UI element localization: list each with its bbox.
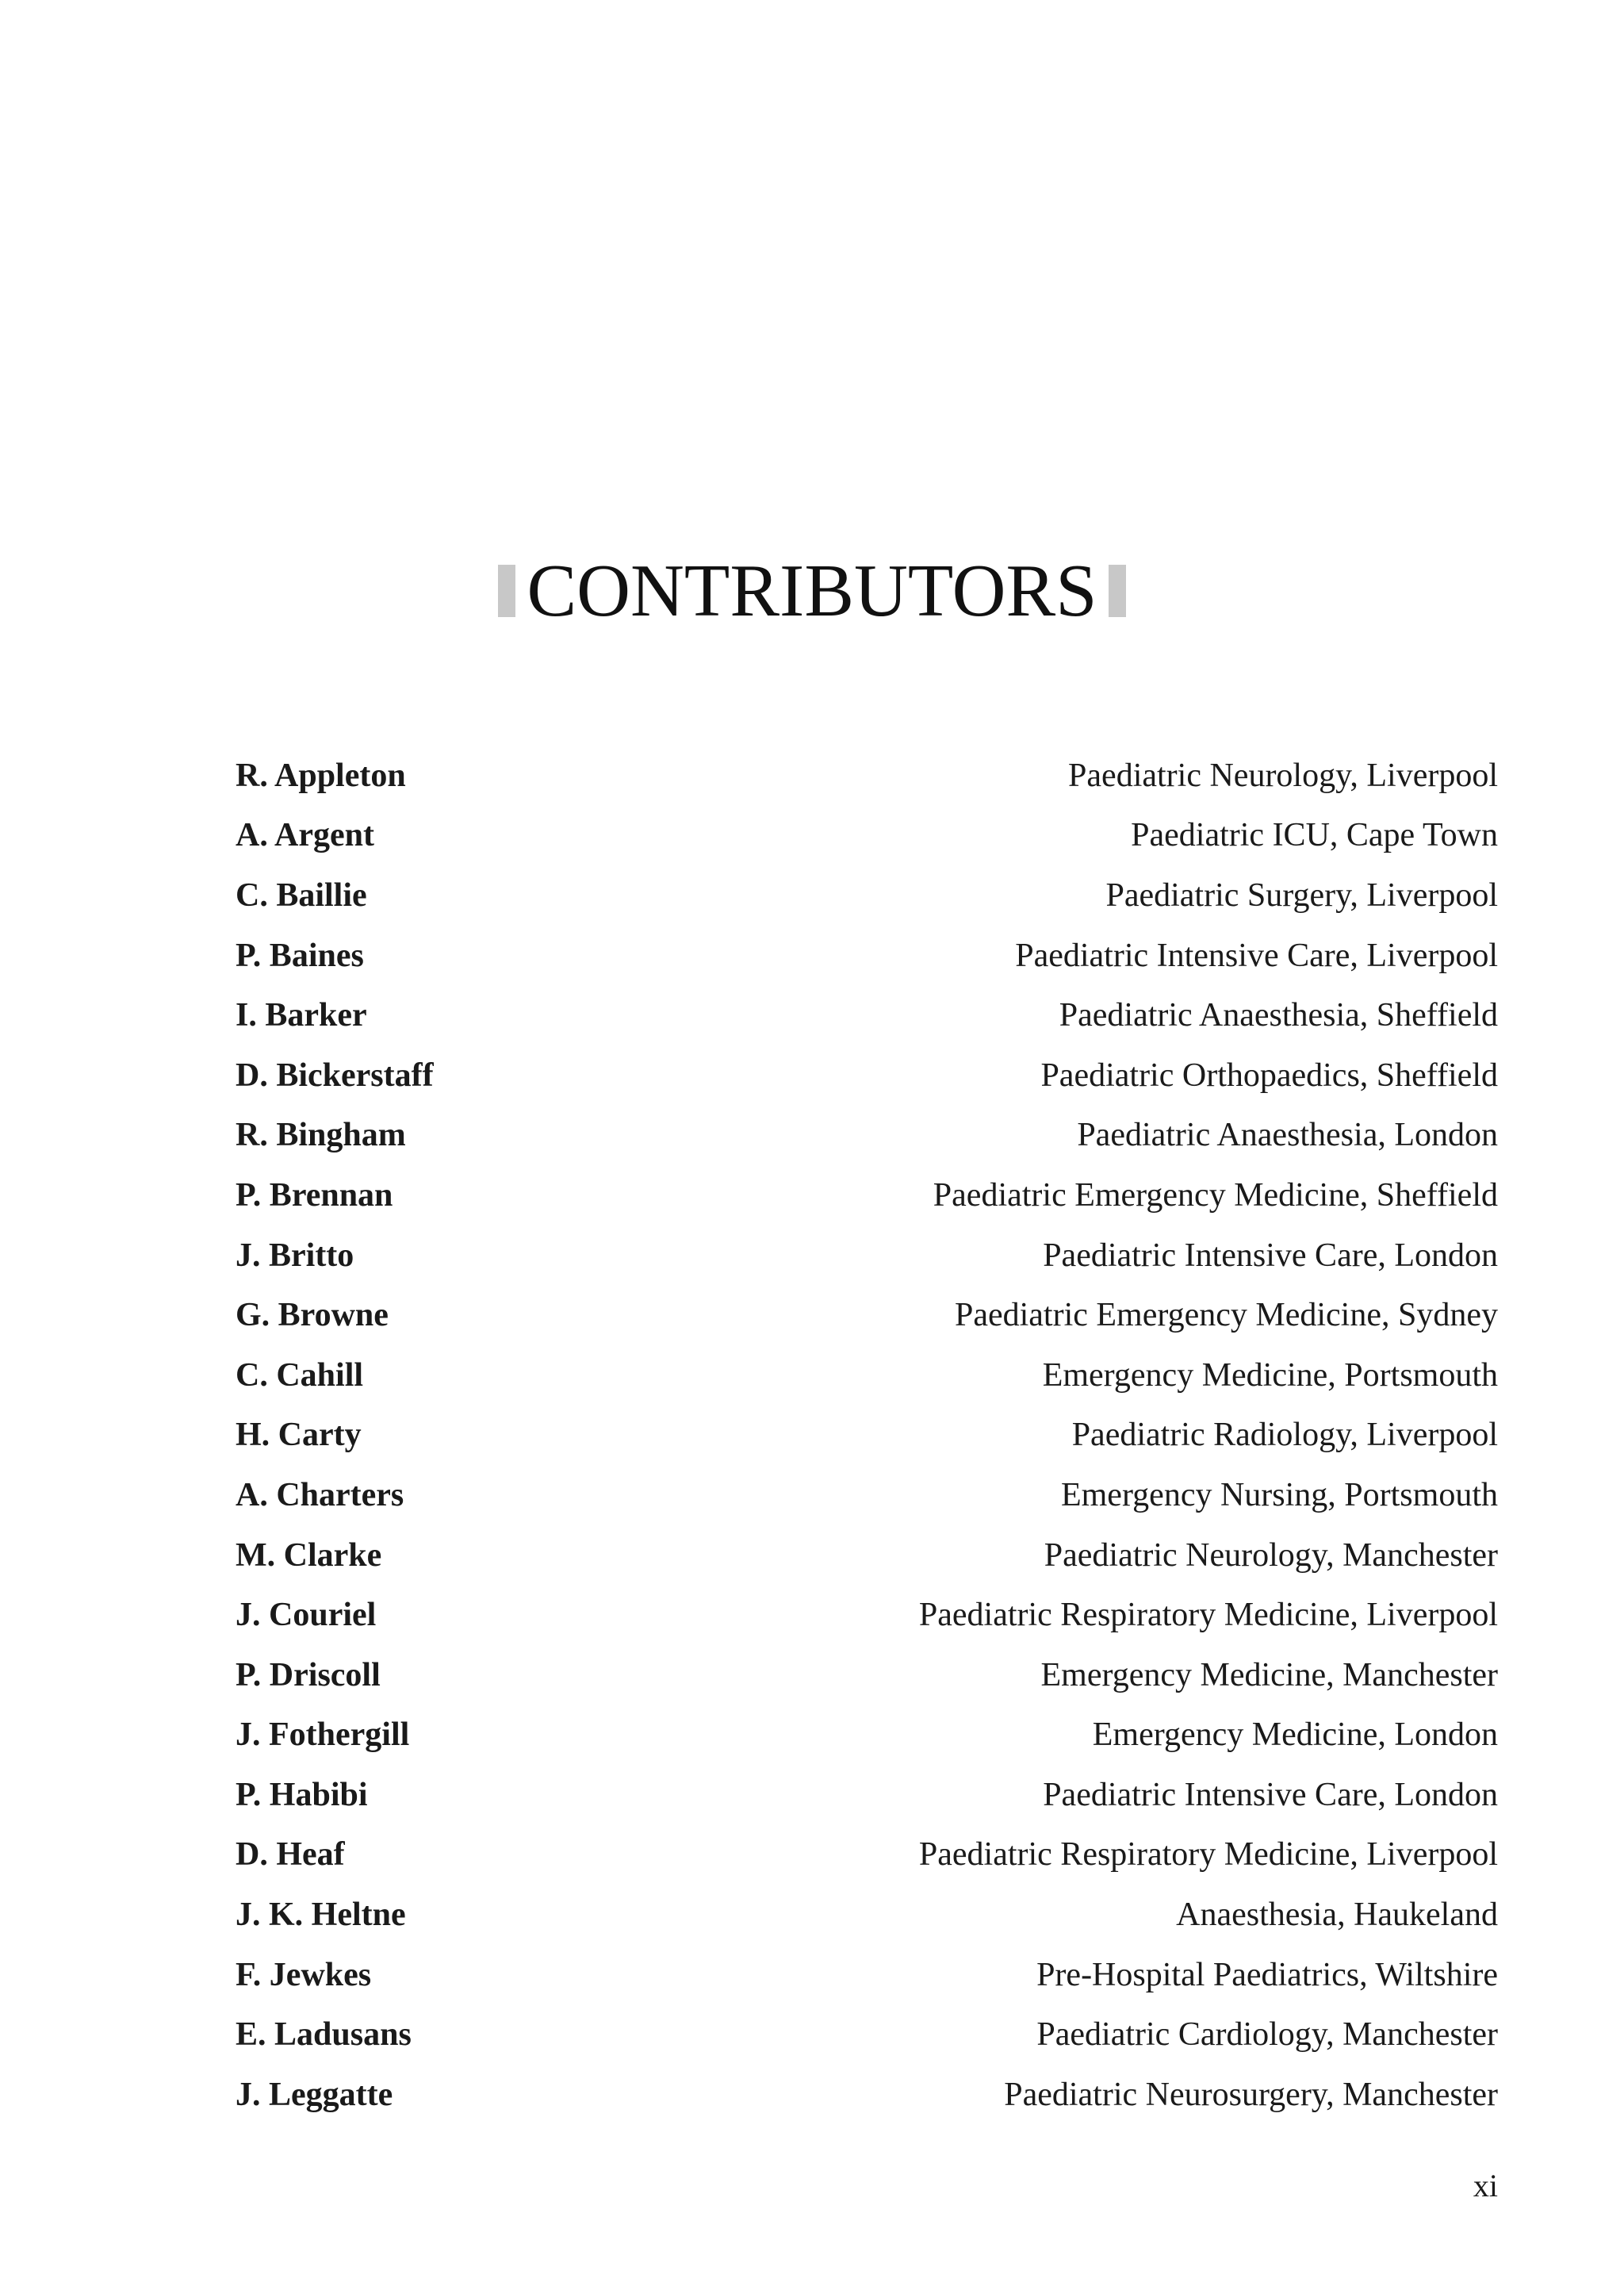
page-title: CONTRIBUTORS [527,550,1097,632]
contributor-name: E. Ladusans [236,2016,412,2054]
contributor-affiliation: Anaesthesia, Haukeland [1176,1897,1498,1934]
contributor-name: D. Bickerstaff [236,1057,434,1094]
contributor-row [236,1585,1498,1645]
contributor-row [236,1165,1498,1225]
contributor-name: H. Carty [236,1417,362,1454]
contributor-row [236,1106,1498,1166]
contributor-affiliation: Paediatric Neurology, Manchester [1044,1536,1498,1574]
contributor-affiliation: Pre-Hospital Paediatrics, Wiltshire [1036,1956,1498,1993]
contributor-affiliation: Paediatric Intensive Care, Liverpool [1015,937,1498,974]
contributor-name: C. Cahill [236,1356,364,1394]
contributor-name: D. Heaf [236,1836,345,1874]
contributor-row [236,806,1498,866]
contributor-affiliation: Paediatric Neurology, Liverpool [1068,757,1498,794]
contributor-affiliation: Paediatric Neurosurgery, Manchester [1004,2076,1498,2113]
contributor-name: A. Charters [236,1476,404,1513]
contributor-affiliation: Paediatric Intensive Care, London [1043,1237,1498,1274]
contributor-row [236,985,1498,1045]
contributor-name: P. Driscoll [236,1656,381,1693]
contributor-affiliation: Paediatric Respiratory Medicine, Liverpool [918,1836,1498,1874]
contributor-affiliation: Paediatric ICU, Cape Town [1131,817,1498,854]
contributor-row [236,2004,1498,2065]
contributor-row [236,1825,1498,1885]
contributor-row [236,1645,1498,1705]
contributor-affiliation: Emergency Medicine, London [1092,1716,1498,1754]
contributor-row [236,1525,1498,1586]
contributor-name: P. Habibi [236,1776,368,1813]
page-number: xi [1473,2168,1498,2203]
contributor-row [236,2065,1498,2125]
contributor-affiliation: Paediatric Cardiology, Manchester [1036,2016,1498,2054]
contributor-name: I. Barker [236,997,367,1034]
heading-group [498,547,1125,635]
contributor-affiliation: Paediatric Respiratory Medicine, Liverpool [918,1597,1498,1634]
contributor-name: C. Baillie [236,876,367,914]
contributor-row [236,865,1498,926]
contributor-row [236,1945,1498,2005]
contributor-affiliation: Paediatric Anaesthesia, Sheffield [1059,997,1498,1034]
contributor-name: J. Britto [236,1237,354,1274]
contributor-row [236,746,1498,806]
contributor-name: P. Brennan [236,1176,393,1214]
contributor-name: R. Appleton [236,757,406,794]
contributor-row [236,1045,1498,1106]
contributor-name: R. Bingham [236,1117,406,1154]
contributor-row [236,1406,1498,1466]
contributors-list [236,746,1498,2125]
contributor-affiliation: Paediatric Intensive Care, London [1043,1776,1498,1813]
heading-right-bar [1109,565,1126,617]
contributor-name: J. K. Heltne [236,1897,406,1934]
contributor-affiliation: Paediatric Orthopaedics, Sheffield [1040,1057,1498,1094]
contributor-affiliation: Paediatric Surgery, Liverpool [1105,876,1498,914]
contributor-name: J. Fothergill [236,1716,410,1754]
contributor-row [236,1225,1498,1286]
contributor-name: G. Browne [236,1297,389,1334]
contributor-row [236,1705,1498,1766]
contributor-affiliation: Emergency Medicine, Manchester [1040,1656,1498,1693]
contributor-name: P. Baines [236,937,364,974]
contributor-row [236,1345,1498,1406]
contributor-name: M. Clarke [236,1536,382,1574]
contributor-row [236,1285,1498,1345]
contributor-row [236,1765,1498,1825]
contributor-name: J. Couriel [236,1597,377,1634]
contributor-affiliation: Paediatric Radiology, Liverpool [1071,1417,1498,1454]
contributor-row [236,1465,1498,1525]
contributor-affiliation: Emergency Nursing, Portsmouth [1060,1476,1498,1513]
contributor-affiliation: Paediatric Emergency Medicine, Sydney [954,1297,1498,1334]
contributor-name: F. Jewkes [236,1956,372,1993]
heading-left-bar [498,565,515,617]
contributor-name: J. Leggatte [236,2076,393,2113]
contributor-row [236,926,1498,986]
contributor-affiliation: Paediatric Emergency Medicine, Sheffield [933,1176,1498,1214]
contributor-name: A. Argent [236,817,374,854]
page-heading [0,547,1624,635]
contributor-affiliation: Paediatric Anaesthesia, London [1077,1117,1498,1154]
contributor-affiliation: Emergency Medicine, Portsmouth [1042,1356,1498,1394]
contributor-row [236,1885,1498,1945]
